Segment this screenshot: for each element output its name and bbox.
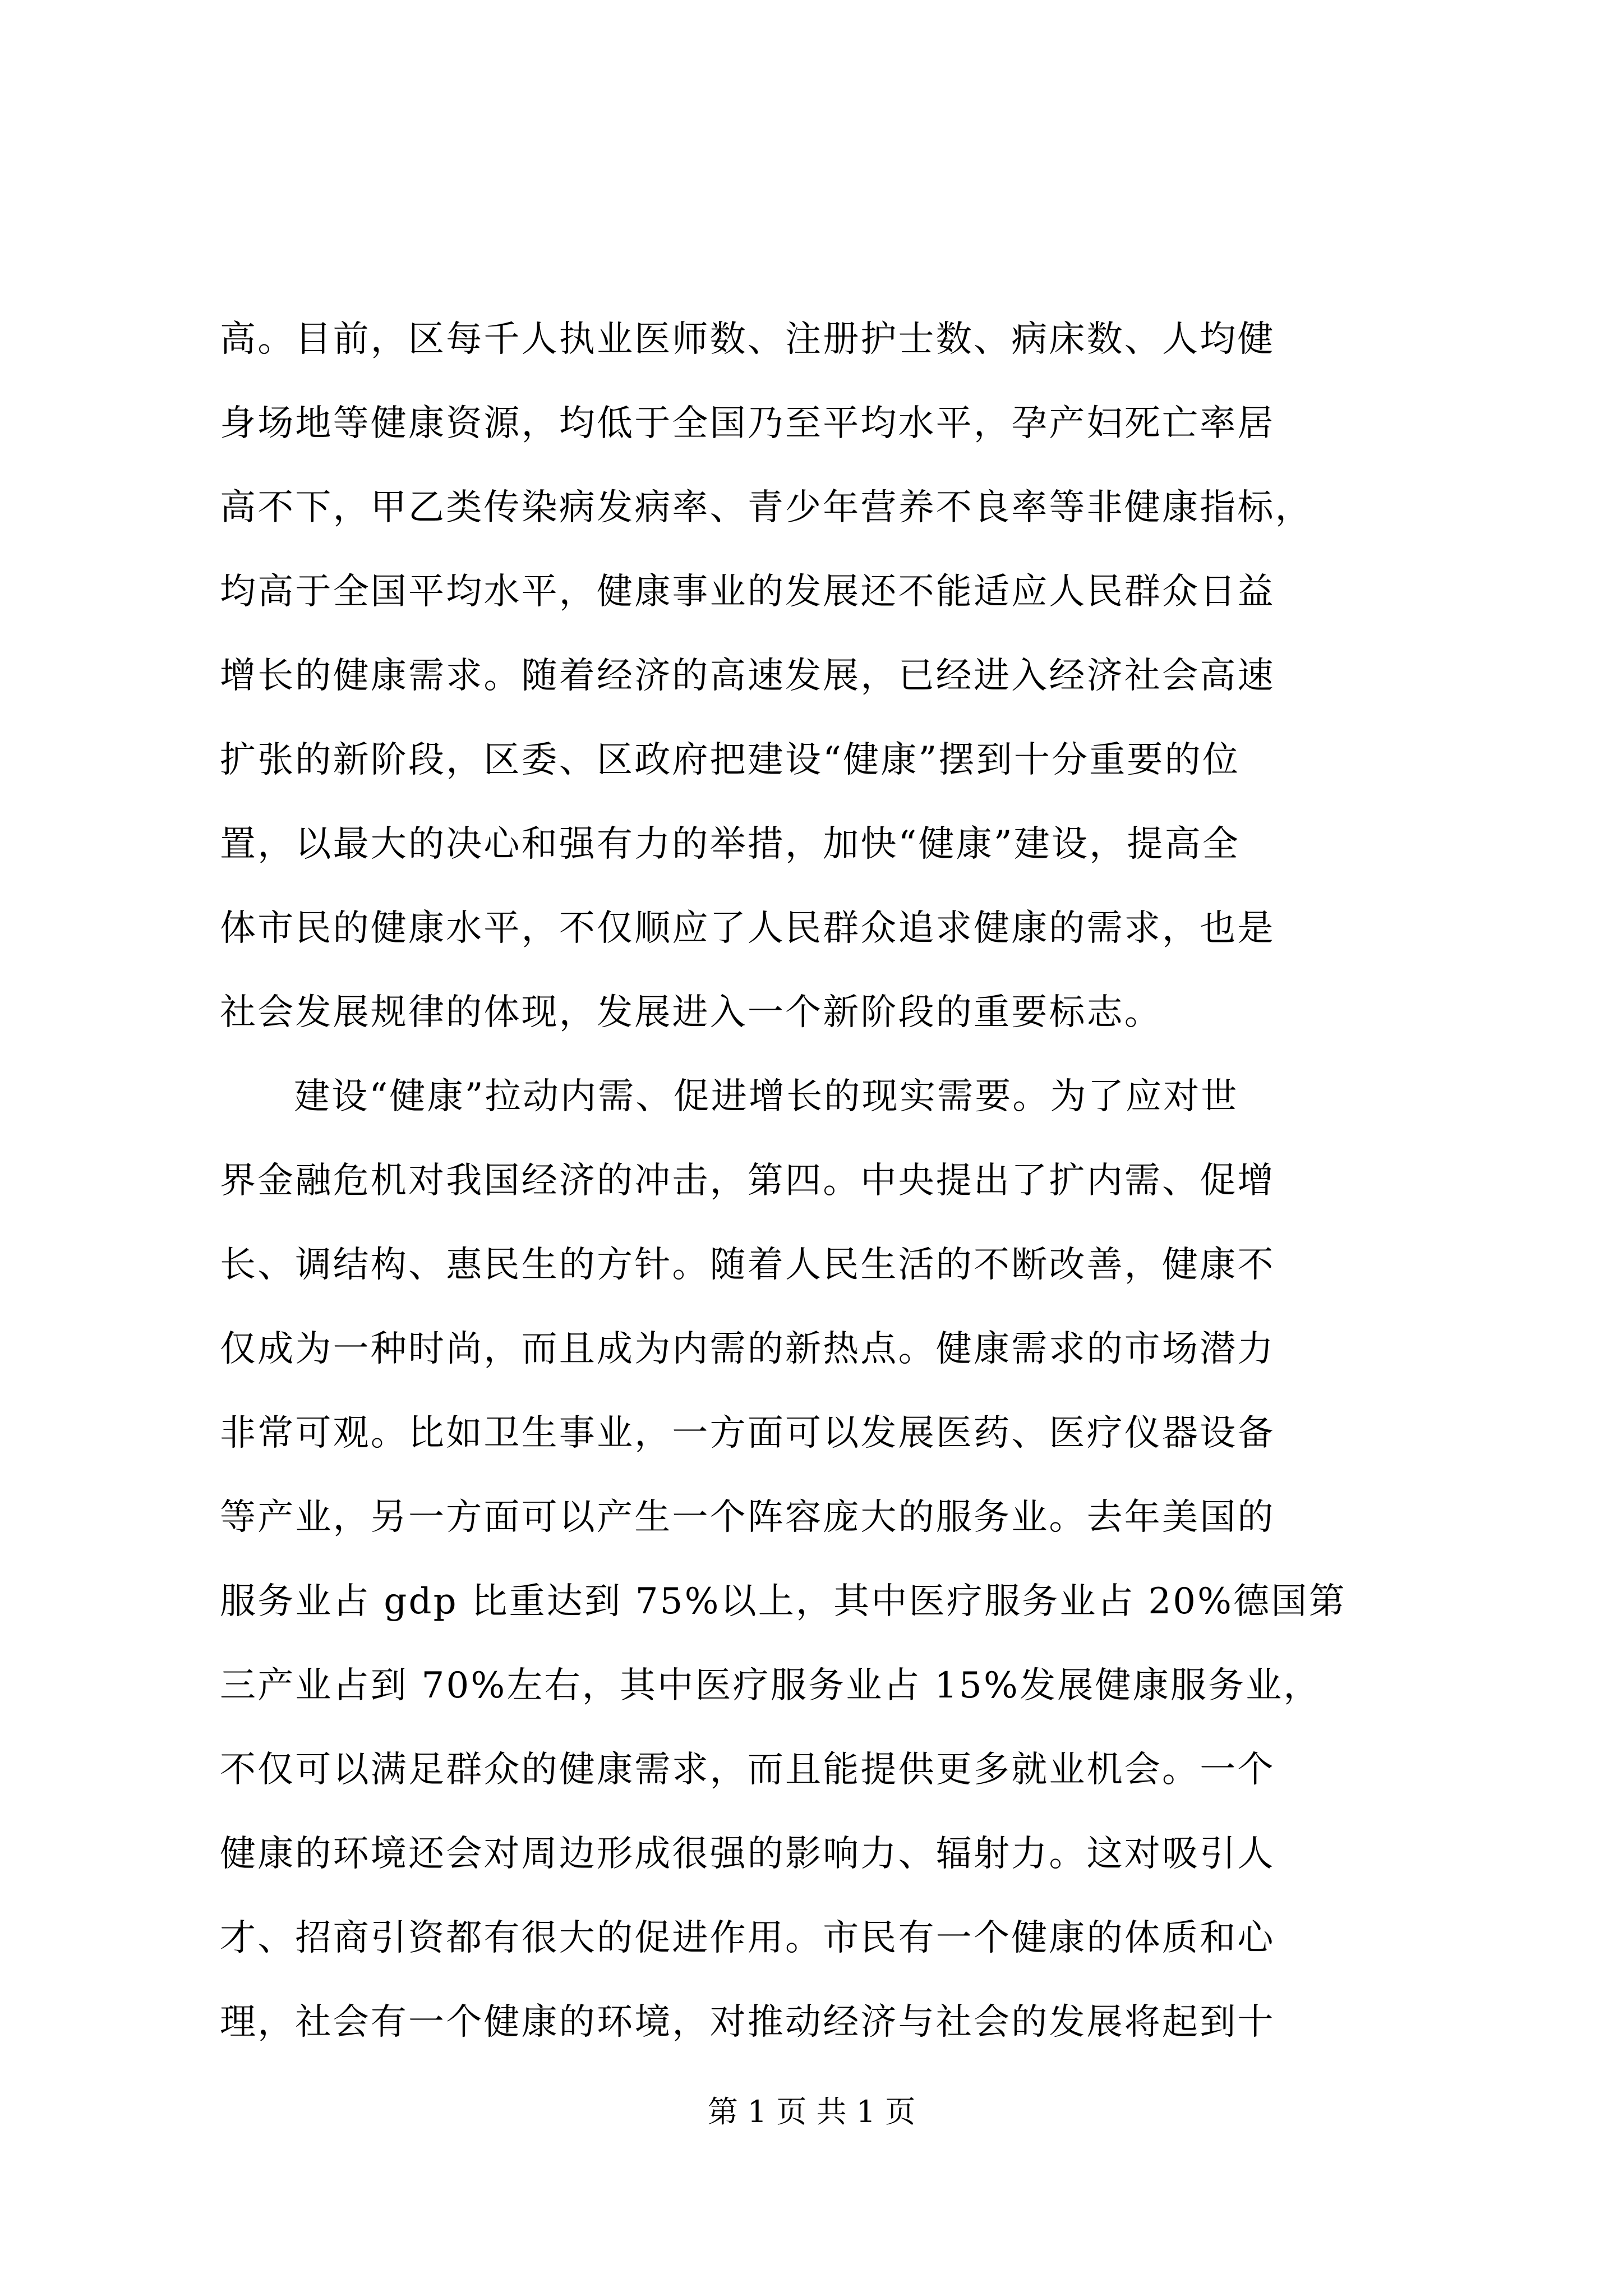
paragraph-1-line: 均高于全国平均水平，健康事业的发展还不能适应人民群众日益 [220, 571, 1275, 613]
paragraph-1-line: 身场地等健康资源，均低于全国乃至平均水平，孕产妇死亡率居 [220, 403, 1275, 444]
paragraph-1-line: 置，以最大的决心和强有力的举措，加快“健康”建设，提高全 [220, 823, 1241, 865]
document-body [220, 297, 1420, 2064]
paragraph-2-line: 三产业占到 70%左右，其中医疗服务业占 15%发展健康服务业， [220, 1665, 1321, 1706]
paragraph-2-line: 仅成为一种时尚，而且成为内需的新热点。健康需求的市场潜力 [220, 1328, 1275, 1370]
page-number-label: 第 1 页 共 1 页 [707, 2094, 916, 2129]
paragraph-2-line: 理，社会有一个健康的环境，对推动经济与社会的发展将起到十 [220, 2001, 1275, 2043]
paragraph-1-line: 高不下，甲乙类传染病发病率、青少年营养不良率等非健康指标， [220, 487, 1313, 528]
paragraph-2-line: 长、调结构、惠民生的方针。随着人民生活的不断改善，健康不 [220, 1244, 1275, 1286]
paragraph-2-line: 界金融危机对我国经济的冲击，第四。中央提出了扩内需、促增 [220, 1160, 1275, 1202]
paragraph-1-line: 高。目前，区每千人执业医师数、注册护士数、病床数、人均健 [220, 319, 1275, 360]
paragraph-2-line: 等产业，另一方面可以产生一个阵容庞大的服务业。去年美国的 [220, 1497, 1275, 1538]
paragraph-2-line: 服务业占 gdp 比重达到 75%以上，其中医疗服务业占 20%德国第 [220, 1581, 1347, 1622]
paragraph-2-first-line: 建设“健康”拉动内需、促进增长的现实需要。为了应对世 [294, 1076, 1239, 1117]
paragraph-1-line: 扩张的新阶段，区委、区政府把建设“健康”摆到十分重要的位 [220, 739, 1241, 781]
paragraph-1-line: 社会发展规律的体现，发展进入一个新阶段的重要标志。 [220, 992, 1162, 1033]
paragraph-1-line: 体市民的健康水平，不仅顺应了人民群众追求健康的需求，也是 [220, 908, 1275, 949]
paragraph-2-line: 非常可观。比如卫生事业，一方面可以发展医药、医疗仪器设备 [220, 1412, 1275, 1454]
paragraph-2-line: 才、招商引资都有很大的促进作用。市民有一个健康的体质和心 [220, 1917, 1275, 1959]
paragraph-2-line: 不仅可以满足群众的健康需求，而且能提供更多就业机会。一个 [220, 1749, 1275, 1791]
paragraph-2-line: 健康的环境还会对周边形成很强的影响力、辐射力。这对吸引人 [220, 1833, 1275, 1875]
page-footer [0, 2092, 1623, 2132]
paragraph-1-line: 增长的健康需求。随着经济的高速发展，已经进入经济社会高速 [220, 655, 1275, 697]
